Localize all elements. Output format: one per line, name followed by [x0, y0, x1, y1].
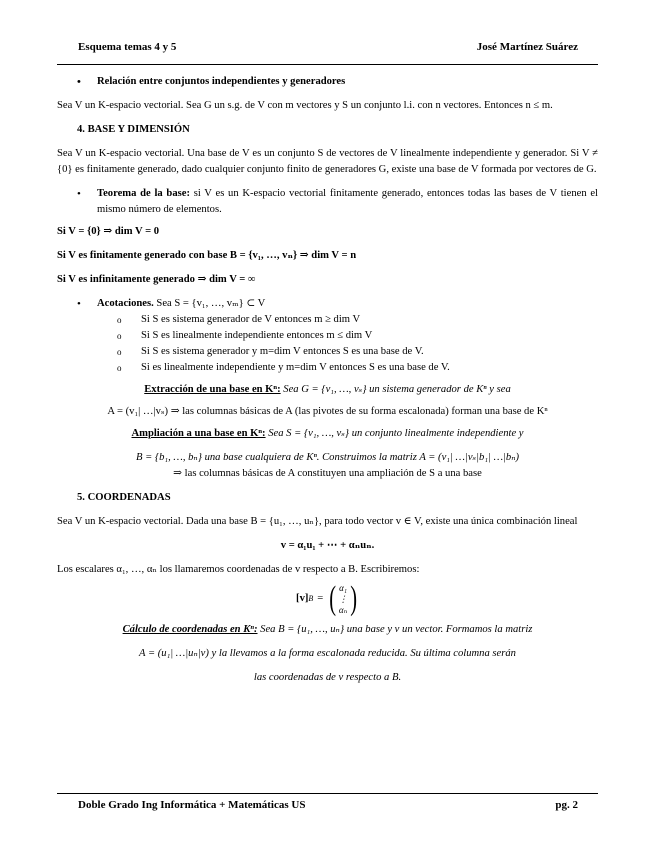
coordenadas-heading: 5. COORDENADAS [77, 492, 171, 503]
calculo-title: Cálculo de coordenadas en Kⁿ: [122, 624, 258, 635]
extraccion-line1: Extracción de una base en Kⁿ: Sea G = {v₁, …, vₛ} un sistema generador de Kⁿ y sea [144, 384, 511, 395]
extraccion-line2: A = (v₁| …|vₛ) ⇒ las columnas básicas de A (las pivotes de su forma escalonada) forman una base de Kⁿ [107, 406, 548, 417]
base-intro: Sea V un K-espacio vectorial. Una base de V es un conjunto S de vectores de V linealmente independiente y generador. Si V ≠ {0} es finitamente generado, dado cualquier conjunto finito de generadores G, existe una base de V formada por vectores de G. [57, 148, 598, 175]
ampliacion-line2: B = {b₁, …, bₙ} una base cualquiera de Kⁿ. Construimos la matriz A = (v₁| …|vₛ|b₁| …|bₙ) [135, 452, 520, 463]
page-number: pg. 2 [555, 799, 578, 811]
coordinate-vector: [v] B = ( α₁ ⋮ αₙ ) [296, 580, 357, 617]
ampliacion-line3: ⇒ las columnas básicas de A constituyen una ampliación de S a una base [173, 468, 482, 479]
header-rule [57, 64, 598, 65]
acotaciones-bullet [57, 296, 598, 312]
acot-item: o Si es linealmente independiente y m=dim V entonces S es una base de V. [57, 360, 598, 376]
calculo-line1: Cálculo de coordenadas en Kⁿ: Sea B = {u₁, …, uₙ} una base y v un vector. Formamos la matriz [122, 624, 533, 635]
extraccion-title: Extracción de una base en Kⁿ: [144, 384, 281, 395]
acot-item: o Si S es sistema generador y m=dim V entonces S es una base de V. [57, 344, 598, 360]
acot-title: Acotaciones. [97, 298, 154, 309]
page-body [57, 74, 598, 686]
acot-text: Sea S = {v₁, …, vₘ} ⊂ V [153, 298, 266, 309]
vec-label: [v] [296, 593, 309, 604]
base-heading: 4. BASE Y DIMENSIÓN [77, 124, 190, 135]
acot-item: o Si S es linealmente independiente entonces m ≤ dim V [57, 328, 598, 344]
calculo-line2: A = (u₁| …|uₙ|v) y la llevamos a la forma escalonada reducida. Su última columna serán [139, 648, 516, 659]
teorema-text: si V es un K-espacio vectorial finitamente generado, entonces todas las bases de V tienen el mismo número de elementos. [97, 188, 598, 215]
footer-rule [57, 793, 598, 794]
relacion-text: Sea V un K-espacio vectorial. Sea G un s.g. de V con m vectores y S un conjunto l.i. con n vectores. Entonces n ≤ m. [57, 100, 553, 111]
header-left: Esquema temas 4 y 5 [78, 41, 177, 53]
dim-inf: Si V es infinitamente generado ⇒ dim V = ∞ [57, 274, 256, 285]
relacion-bullet: • Relación entre conjuntos independientes y generadores [57, 74, 598, 90]
ampliacion-title: Ampliación a una base en Kⁿ: [131, 428, 266, 439]
ampliacion-line1: Ampliación a una base en Kⁿ: Sea S = {v₁, …, vₛ} un conjunto linealmente independiente y [131, 428, 524, 439]
vec-entry: α₁ [339, 582, 348, 593]
teorema-title: Teorema de la base: [97, 188, 190, 199]
dim-n: Si V es finitamente generado con base B = {v₁, …, vₙ} ⇒ dim V = n [57, 250, 357, 261]
escalares-text: Los escalares α₁, …, αₙ los llamaremos coordenadas de v respecto a B. Escribiremos: [57, 564, 420, 575]
header-right: José Martínez Suárez [476, 41, 578, 53]
vec-entry: αₙ [338, 604, 348, 615]
dim-zero: Si V = {0} ⇒ dim V = 0 [57, 226, 160, 237]
page-footer [78, 797, 578, 813]
vec-entry: ⋮ [338, 593, 348, 604]
acot-item: o Si S es sistema generador de V entonces m ≥ dim V [57, 312, 598, 328]
calculo-line3: las coordenadas de v respecto a B. [253, 672, 402, 683]
combination-formula: v = α₁u₁ + ⋯ + αₙuₙ. [280, 540, 375, 551]
teorema-bullet [57, 186, 598, 218]
page-header [78, 39, 578, 55]
vec-subscript: B [308, 594, 314, 603]
coordenadas-intro: Sea V un K-espacio vectorial. Dada una base B = {u₁, …, uₙ}, para todo vector v ∈ V, existe una única combinación lineal [57, 516, 578, 527]
footer-left: Doble Grado Ing Informática + Matemáticas US [78, 799, 306, 811]
